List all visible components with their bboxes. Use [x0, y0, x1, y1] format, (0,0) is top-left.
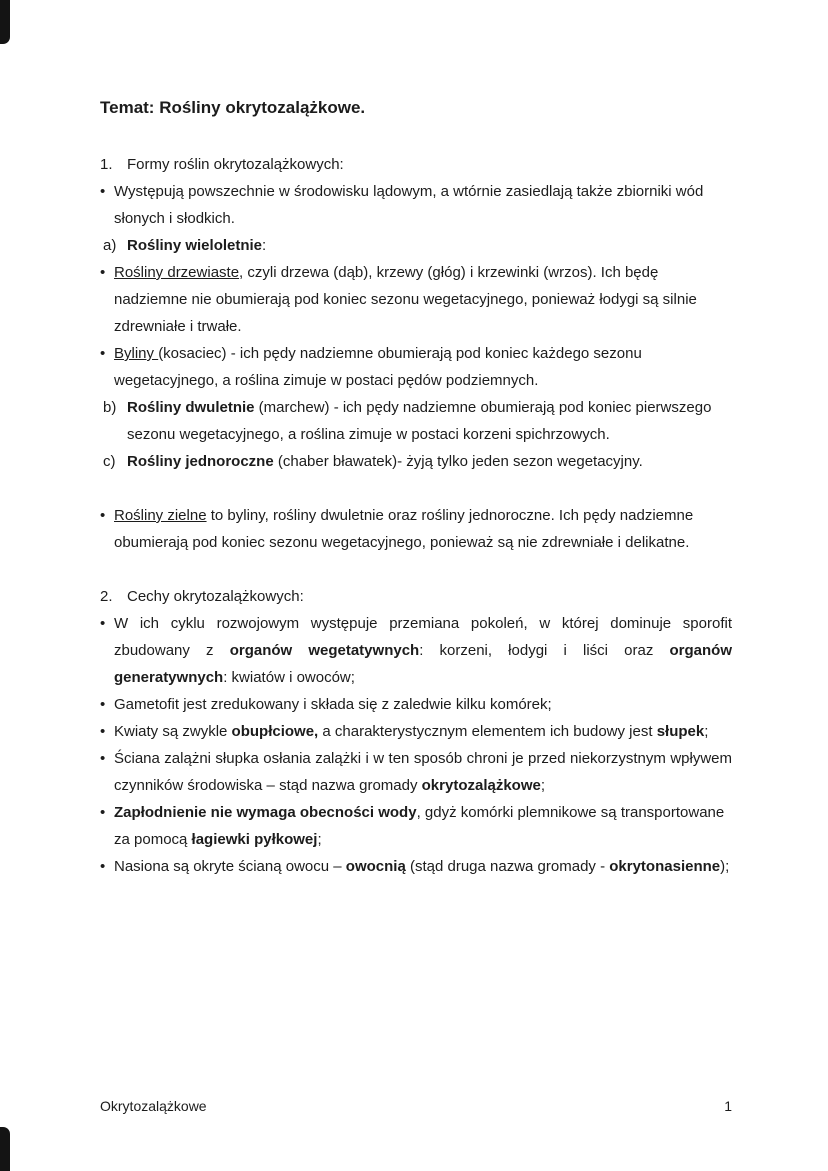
- paragraph: [100, 718, 732, 745]
- paragraph: [100, 232, 732, 259]
- bold-text: obupłciowe,: [231, 723, 319, 740]
- list-marker: •: [100, 858, 106, 875]
- text-segment: (marchew) - ich pędy nadziemne obumierają pod koniec pierwszego sezonu wegetacyjnego, a roślina zimuje w postaci korzeni spichrzowych.: [127, 399, 712, 443]
- list-marker: •: [100, 750, 106, 767]
- left-edge-mark-bottom: [0, 1127, 10, 1171]
- text-segment: Formy roślin okrytozalążkowych:: [127, 156, 344, 173]
- paragraph-spacer: [100, 556, 732, 583]
- list-marker: •: [100, 696, 106, 713]
- bold-text: organów wegetatywnych: [229, 642, 420, 659]
- footer-page-number: 1: [724, 1098, 732, 1114]
- list-marker: •: [100, 723, 106, 740]
- bold-text: Zapłodnienie nie wymaga obecności wody: [114, 804, 417, 821]
- bold-text: okrytozalążkowe: [421, 777, 541, 794]
- paragraph-spacer: [100, 475, 732, 502]
- paragraph: [100, 394, 732, 448]
- paragraph: [100, 340, 732, 394]
- bold-text: Rośliny jednoroczne: [127, 453, 274, 470]
- paragraph: [100, 502, 732, 556]
- underlined-text: Byliny: [114, 345, 159, 362]
- text-segment: : korzeni, łodygi i liści oraz: [419, 642, 670, 659]
- paragraph: [100, 151, 732, 178]
- footer-doc-name: Okrytozalążkowe: [100, 1098, 207, 1114]
- document-body: [100, 94, 732, 880]
- list-marker: •: [100, 804, 106, 821]
- list-marker: a): [103, 237, 117, 254]
- paragraph: [100, 448, 732, 475]
- paragraph: [100, 691, 732, 718]
- underlined-text: Rośliny drzewiaste: [114, 264, 240, 281]
- text-segment: Cechy okrytozalążkowych:: [127, 588, 304, 605]
- bold-text: łagiewki pyłkowej: [191, 831, 318, 848]
- bold-text: organów generatywnych: [114, 642, 732, 686]
- text-segment: (stąd druga nazwa gromady -: [405, 858, 610, 875]
- text-segment: ;: [704, 723, 709, 740]
- list-marker: •: [100, 264, 106, 281]
- paragraph: [100, 583, 732, 610]
- text-segment: );: [720, 858, 730, 875]
- list-marker: •: [100, 507, 106, 524]
- list-marker: •: [100, 183, 106, 200]
- bold-text: okrytonasienne: [609, 858, 721, 875]
- bold-text: Rośliny wieloletnie: [127, 237, 263, 254]
- list-marker: 1.: [100, 156, 113, 173]
- text-segment: to byliny, rośliny dwuletnie oraz rośliny jednoroczne. Ich pędy nadziemne obumierają pod koniec sezonu wegetacyjnego, ponieważ są nie zdrewniałe i delikatne.: [114, 507, 694, 551]
- text-segment: : kwiatów i owoców;: [223, 669, 355, 686]
- paragraph: [100, 259, 732, 340]
- underlined-text: Rośliny zielne: [114, 507, 207, 524]
- paragraph: [100, 745, 732, 799]
- list-marker: c): [103, 453, 116, 470]
- page-title: Temat: Rośliny okrytozalążkowe.: [100, 98, 366, 117]
- text-segment: ;: [540, 777, 546, 794]
- text-segment: :: [262, 237, 267, 254]
- text-segment: Kwiaty są zwykle: [114, 723, 232, 740]
- list-marker: •: [100, 345, 106, 362]
- paragraph: [100, 610, 732, 691]
- paragraph: [100, 799, 732, 853]
- bold-text: Rośliny dwuletnie: [127, 399, 255, 416]
- text-segment: a charakterystycznym elementem ich budowy jest: [318, 723, 657, 740]
- bold-text: owocnią: [345, 858, 406, 875]
- paragraph: [100, 853, 732, 880]
- text-segment: (kosaciec) - ich pędy nadziemne obumierają pod koniec każdego sezonu wegetacyjnego, a roślina zimuje w postaci pędów podziemnych.: [114, 345, 642, 389]
- list-marker: •: [100, 615, 106, 632]
- left-edge-mark-top: [0, 0, 10, 44]
- paragraph-list: [100, 151, 732, 880]
- page-footer: [100, 1096, 732, 1116]
- text-segment: Gametofit jest zredukowany i składa się z zaledwie kilku komórek;: [114, 696, 552, 713]
- list-marker: b): [103, 399, 117, 416]
- paragraph: [100, 178, 732, 232]
- text-segment: Występują powszechnie w środowisku lądowym, a wtórnie zasiedlają także zbiorniki wód słonych i słodkich.: [114, 183, 704, 227]
- list-marker: 2.: [100, 588, 113, 605]
- text-segment: , gdyż komórki plemnikowe są transportowane za pomocą: [114, 804, 725, 848]
- bold-text: słupek: [656, 723, 705, 740]
- text-segment: ;: [317, 831, 322, 848]
- text-segment: W ich cyklu rozwojowym występuje przemiana pokoleń, w której dominuje sporofit zbudowany z: [114, 615, 732, 659]
- text-segment: Nasiona są okryte ścianą owocu –: [114, 858, 346, 875]
- text-segment: Ściana zalążni słupka osłania zalążki i w ten sposób chroni je przed niekorzystnym wpływem czynników środowiska – stąd nazwa gromady: [114, 750, 732, 794]
- text-segment: (chaber bławatek)- żyją tylko jeden sezon wegetacyjny.: [273, 453, 643, 470]
- text-segment: , czyli drzewa (dąb), krzewy (głóg) i krzewinki (wrzos). Ich będę nadziemne nie obumierają pod koniec sezonu wegetacyjnego, ponieważ łodygi są silnie zdrewniałe i trwałe.: [114, 264, 697, 335]
